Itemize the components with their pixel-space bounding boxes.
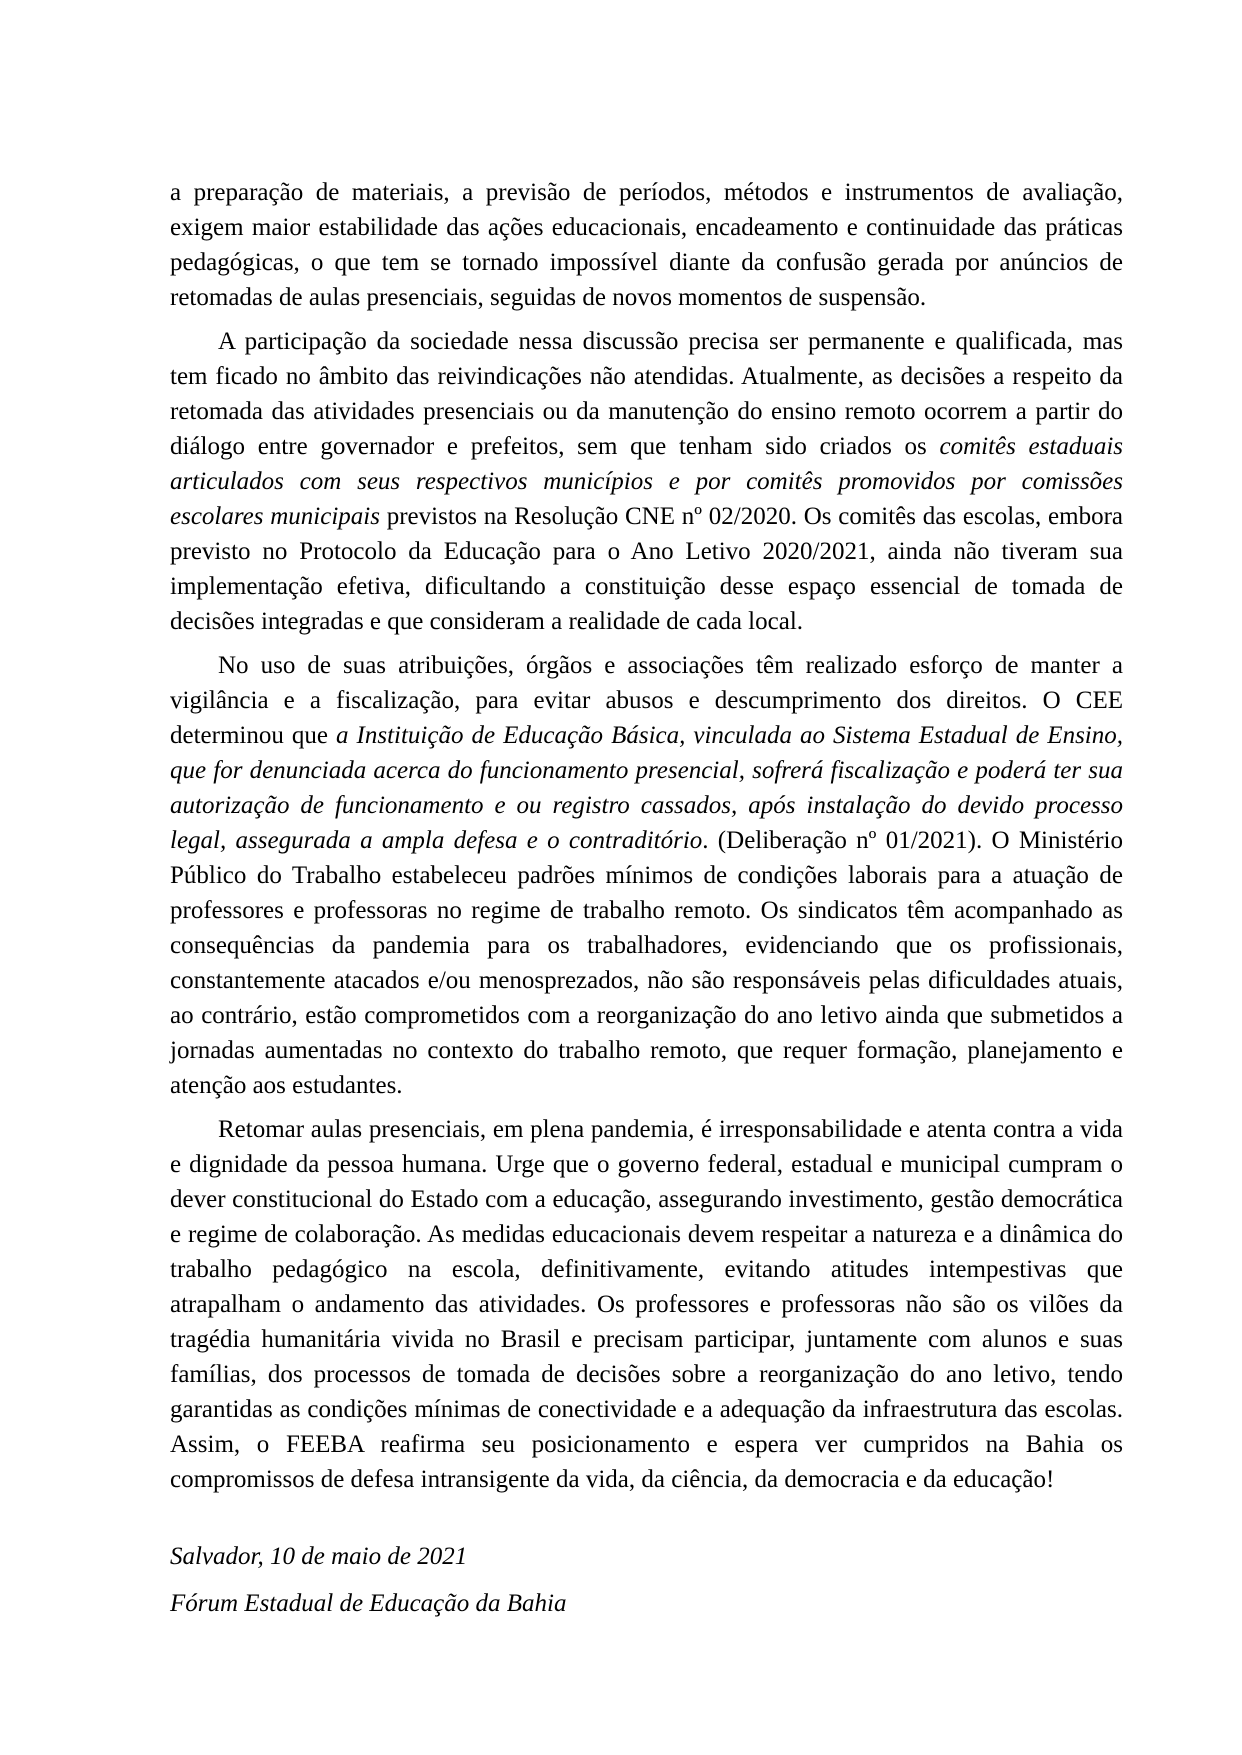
- paragraph-participacao-text-1: A participação da sociedade nessa discussão precisa ser permanente e qualificada, mas tem ficado no âmbito das reivindicações não atendidas. Atualmente, as decisões a respeito da retomada das atividades presenciais ou da manutenção do ensino remoto ocorrem a partir do diálogo entre governador e prefeitos, sem que tenham sido criados os: [170, 328, 1123, 460]
- paragraph-continuation: [170, 175, 1123, 315]
- paragraph-retomar: [170, 1112, 1123, 1497]
- paragraph-retomar-text: Retomar aulas presenciais, em plena pandemia, é irresponsabilidade e atenta contra a vida e dignidade da pessoa humana. Urge que o governo federal, estadual e municipal cumpram o dever constitucional do Estado com a educação, assegurando investimento, gestão democrática e regime de colaboração. As medidas educacionais devem respeitar a natureza e a dinâmica do trabalho pedagógico na escola, definitivamente, evitando atitudes intempestivas que atrapalham o andamento das atividades. Os professores e professoras não são os vilões da tragédia humanitária vivida no Brasil e precisam participar, juntamente com alunos e suas famílias, dos processos de tomada de decisões sobre a reorganização do ano letivo, tendo garantidas as condições mínimas de conectividade e a adequação da infraestrutura das escolas. Assim, o FEEBA reafirma seu posicionamento e espera ver cumpridos na Bahia os compromissos de defesa intransigente da vida, da ciência, da democracia e da educação!: [170, 1116, 1123, 1493]
- paragraph-continuation-text: a preparação de materiais, a previsão de períodos, métodos e instrumentos de avaliação, exigem maior estabilidade das ações educacionais, encadeamento e continuidade das práticas pedagógicas, o que tem se tornado impossível diante da confusão gerada por anúncios de retomadas de aulas presenciais, seguidas de novos momentos de suspensão.: [170, 179, 1123, 311]
- paragraph-atribuicoes: [170, 648, 1123, 1103]
- paragraph-atribuicoes-text-2: . (Deliberação nº 01/2021). O Ministério Público do Trabalho estabeleceu padrões mínimos de condições laborais para a atuação de professores e professoras no regime de trabalho remoto. Os sindicatos têm acompanhado as consequências da pandemia para os trabalhadores, evidenciando que os profissionais, constantemente atacados e/ou menosprezados, não são responsáveis pelas dificuldades atuais, ao contrário, estão comprometidos com a reorganização do ano letivo ainda que submetidos a jornadas aumentadas no contexto do trabalho remoto, que requer formação, planejamento e atenção aos estudantes.: [170, 827, 1123, 1099]
- date-line-text: Salvador, 10 de maio de 2021: [170, 1543, 468, 1570]
- date-line: [170, 1539, 1123, 1574]
- organization-line-text: Fórum Estadual de Educação da Bahia: [170, 1590, 567, 1617]
- paragraph-atribuicoes-italic-quote: a Instituição de Educação Básica, vinculada ao Sistema Estadual de Ensino, que for denunciada acerca do funcionamento presencial, sofrerá fiscalização e poderá ter sua autorização de funcionamento e ou registro cassados, após instalação do devido processo legal, assegurada a ampla defesa e o contraditório: [170, 722, 1124, 854]
- paragraph-participacao-italic-quote: comitês estaduais articulados com seus respectivos municípios e por comitês promovidos por comissões escolares municipais: [170, 433, 1123, 530]
- paragraph-participacao: [170, 324, 1123, 639]
- paragraph-participacao-text-2: previstos na Resolução CNE nº 02/2020. Os comitês das escolas, embora previsto no Protocolo da Educação para o Ano Letivo 2020/2021, ainda não tiveram sua implementação efetiva, dificultando a constituição desse espaço essencial de tomada de decisões integradas e que consideram a realidade de cada local.: [170, 503, 1123, 635]
- organization-line: [170, 1586, 1123, 1621]
- paragraph-atribuicoes-text-1: No uso de suas atribuições, órgãos e associações têm realizado esforço de manter a vigilância e a fiscalização, para evitar abusos e descumprimento dos direitos. O CEE determinou que: [170, 652, 1123, 749]
